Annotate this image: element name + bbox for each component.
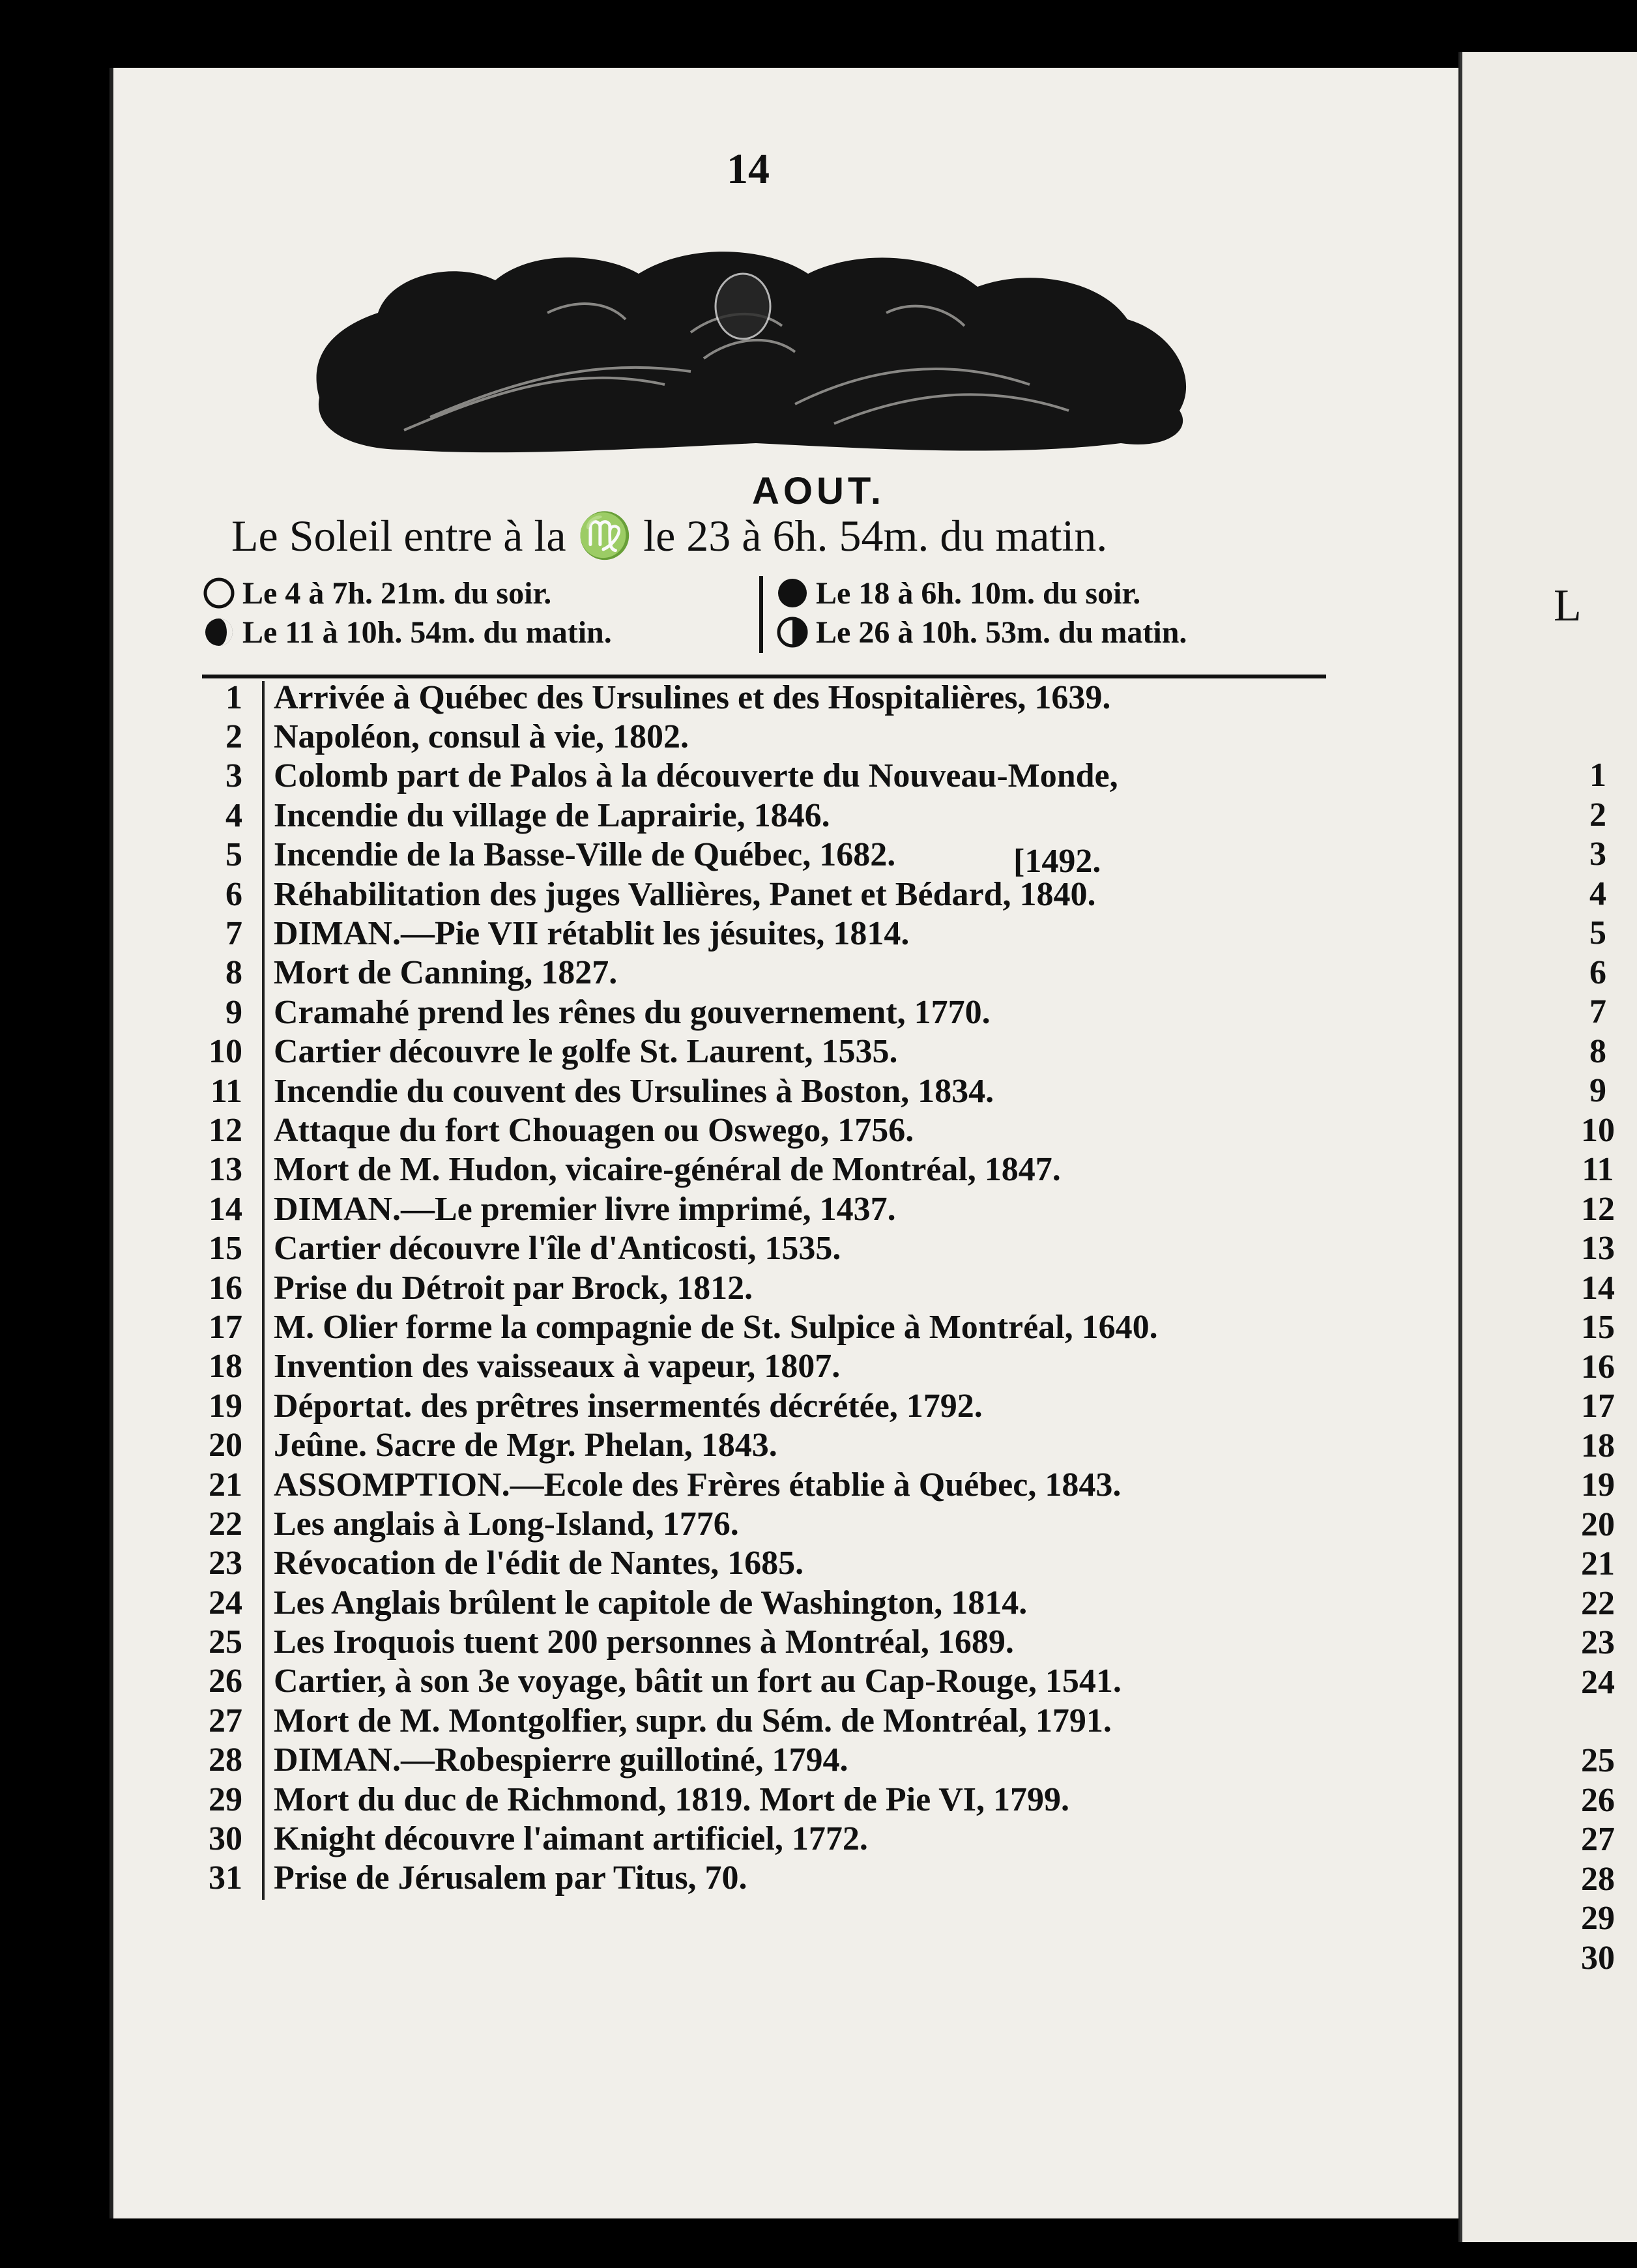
event-text: DIMAN.—Le premier livre imprimé, 1437. bbox=[274, 1190, 896, 1228]
event-day: 20 bbox=[209, 1427, 242, 1464]
event-day: 16 bbox=[209, 1269, 242, 1307]
event-row bbox=[196, 1859, 1342, 1898]
event-row bbox=[196, 914, 1342, 953]
next-page-day: 25 bbox=[1581, 1742, 1615, 1779]
next-page-day: 20 bbox=[1581, 1505, 1615, 1543]
moon-phases-block bbox=[202, 574, 1336, 658]
event-day: 13 bbox=[209, 1151, 242, 1189]
event-day: 28 bbox=[209, 1741, 242, 1779]
event-3-continuation: [1492. bbox=[1013, 843, 1101, 880]
event-row bbox=[196, 875, 1342, 914]
page-number: 14 bbox=[727, 145, 770, 193]
event-text: Les anglais à Long-Island, 1776. bbox=[274, 1505, 739, 1543]
next-page-day: 1 bbox=[1589, 757, 1606, 794]
next-page-day: 9 bbox=[1589, 1072, 1606, 1109]
next-page-day: 18 bbox=[1581, 1427, 1615, 1464]
event-text: Mort du duc de Richmond, 1819. Mort de Pie VI, 1799. bbox=[274, 1781, 1070, 1818]
event-text: Mort de M. Montgolfier, supr. du Sém. de Montréal, 1791. bbox=[274, 1702, 1112, 1739]
event-day: 25 bbox=[209, 1623, 242, 1661]
event-row bbox=[196, 1701, 1342, 1740]
event-row bbox=[196, 1741, 1342, 1780]
next-page-title-fragment: L bbox=[1554, 581, 1582, 631]
event-row bbox=[196, 953, 1342, 993]
engraved-vignette-illustration bbox=[300, 235, 1212, 469]
next-page-day: 8 bbox=[1589, 1032, 1606, 1070]
next-page-day: 2 bbox=[1589, 796, 1606, 834]
next-page-day: 29 bbox=[1581, 1900, 1615, 1937]
next-page-day: 14 bbox=[1581, 1269, 1615, 1307]
event-day: 1 bbox=[225, 678, 242, 716]
moon-phase-first-quarter bbox=[775, 613, 1336, 652]
event-text: Les Anglais brûlent le capitole de Washington, 1814. bbox=[274, 1584, 1028, 1621]
event-row bbox=[196, 1307, 1342, 1346]
event-text: Prise de Jérusalem par Titus, 70. bbox=[274, 1859, 747, 1897]
month-title: AOUT. bbox=[752, 470, 885, 512]
next-page-day: 28 bbox=[1581, 1860, 1615, 1898]
next-page-day: 19 bbox=[1581, 1466, 1615, 1504]
event-text: DIMAN.—Pie VII rétablit les jésuites, 1814. bbox=[274, 915, 910, 953]
event-day: 2 bbox=[225, 718, 242, 756]
next-page-day: 4 bbox=[1589, 875, 1606, 912]
event-day: 4 bbox=[225, 796, 242, 834]
event-row bbox=[196, 717, 1342, 756]
event-row bbox=[196, 836, 1342, 875]
event-text: Colomb part de Palos à la découverte du Nouveau-Monde, bbox=[274, 757, 1118, 795]
event-day: 26 bbox=[209, 1663, 242, 1700]
event-text: Mort de Canning, 1827. bbox=[274, 954, 618, 992]
event-day: 12 bbox=[209, 1111, 242, 1149]
event-text: Invention des vaisseaux à vapeur, 1807. bbox=[274, 1348, 841, 1386]
event-day: 30 bbox=[209, 1820, 242, 1858]
event-row bbox=[196, 678, 1342, 717]
event-day: 29 bbox=[209, 1781, 242, 1818]
event-day: 14 bbox=[209, 1190, 242, 1228]
next-page-day: 7 bbox=[1589, 993, 1606, 1030]
event-day: 6 bbox=[225, 875, 242, 913]
new-moon-icon bbox=[775, 576, 809, 610]
sun-entry-line: Le Soleil entre à la ♍ le 23 à 6h. 54m. du matin. bbox=[231, 511, 1108, 560]
event-day: 24 bbox=[209, 1584, 242, 1621]
event-row bbox=[196, 1111, 1342, 1150]
event-row bbox=[196, 1032, 1342, 1071]
event-row bbox=[196, 1071, 1342, 1111]
event-text: Incendie de la Basse-Ville de Québec, 1682. bbox=[274, 836, 896, 874]
event-text: Déportat. des prêtres insermentés décrétée, 1792. bbox=[274, 1387, 983, 1425]
next-page-day: 12 bbox=[1581, 1190, 1615, 1228]
next-page-day: 13 bbox=[1581, 1230, 1615, 1267]
event-day: 27 bbox=[209, 1702, 242, 1739]
event-text: Knight découvre l'aimant artificiel, 1772. bbox=[274, 1820, 868, 1858]
event-day: 21 bbox=[209, 1466, 242, 1504]
event-text: Cartier découvre l'île d'Anticosti, 1535. bbox=[274, 1230, 841, 1268]
full-moon-icon bbox=[202, 576, 236, 610]
event-row bbox=[196, 1228, 1342, 1268]
event-row bbox=[196, 1465, 1342, 1504]
event-row bbox=[196, 1780, 1342, 1819]
event-row bbox=[196, 993, 1342, 1032]
event-day: 3 bbox=[225, 757, 242, 795]
event-text: Prise du Détroit par Brock, 1812. bbox=[274, 1269, 753, 1307]
event-text: Mort de M. Hudon, vicaire-général de Montréal, 1847. bbox=[274, 1151, 1061, 1189]
event-text: Napoléon, consul à vie, 1802. bbox=[274, 718, 689, 756]
moon-phase-last-quarter bbox=[202, 613, 762, 652]
event-day: 17 bbox=[209, 1308, 242, 1346]
event-text: Cramahé prend les rênes du gouvernement, 1770. bbox=[274, 993, 991, 1031]
event-row bbox=[196, 1622, 1342, 1661]
event-day: 15 bbox=[209, 1230, 242, 1268]
event-row bbox=[196, 1150, 1342, 1189]
next-page-day: 17 bbox=[1581, 1388, 1615, 1425]
event-day: 9 bbox=[225, 993, 242, 1031]
event-text: M. Olier forme la compagnie de St. Sulpice à Montréal, 1640. bbox=[274, 1308, 1158, 1346]
event-row bbox=[196, 1583, 1342, 1622]
next-page-day: 6 bbox=[1589, 953, 1606, 991]
moon-phase-new bbox=[775, 574, 1336, 613]
event-row bbox=[196, 1504, 1342, 1543]
moon-phase-text: Le 11 à 10h. 54m. du matin. bbox=[242, 615, 612, 650]
event-text: Incendie du couvent des Ursulines à Boston, 1834. bbox=[274, 1072, 994, 1110]
next-page-edge bbox=[1460, 52, 1637, 2242]
event-day: 7 bbox=[225, 915, 242, 953]
event-day: 11 bbox=[210, 1072, 242, 1110]
next-page-day: 11 bbox=[1582, 1151, 1614, 1188]
event-text: Les Iroquois tuent 200 personnes à Montréal, 1689. bbox=[274, 1623, 1014, 1661]
event-text: Attaque du fort Chouagen ou Oswego, 1756. bbox=[274, 1111, 914, 1149]
moon-phase-full bbox=[202, 574, 762, 613]
next-page-day: 3 bbox=[1589, 836, 1606, 873]
event-day: 5 bbox=[225, 836, 242, 874]
next-page-day: 21 bbox=[1581, 1545, 1615, 1582]
moon-phase-text: Le 4 à 7h. 21m. du soir. bbox=[242, 575, 552, 611]
event-row bbox=[196, 1662, 1342, 1701]
event-row bbox=[196, 1425, 1342, 1464]
next-page-day: 16 bbox=[1581, 1348, 1615, 1386]
event-text: Arrivée à Québec des Ursulines et des Hospitalières, 1639. bbox=[274, 678, 1111, 716]
event-day: 22 bbox=[209, 1505, 242, 1543]
next-page-day: 15 bbox=[1581, 1309, 1615, 1346]
event-text: Incendie du village de Laprairie, 1846. bbox=[274, 796, 830, 834]
first-quarter-icon bbox=[775, 615, 809, 649]
moon-phase-text: Le 26 à 10h. 53m. du matin. bbox=[816, 615, 1187, 650]
event-row bbox=[196, 757, 1342, 796]
event-text: DIMAN.—Robespierre guillotiné, 1794. bbox=[274, 1741, 848, 1779]
next-page-day: 27 bbox=[1581, 1821, 1615, 1858]
event-row bbox=[196, 1347, 1342, 1386]
event-row bbox=[196, 1189, 1342, 1228]
event-text: Cartier, à son 3e voyage, bâtit un fort au Cap-Rouge, 1541. bbox=[274, 1663, 1122, 1700]
event-row bbox=[196, 1268, 1342, 1307]
event-day: 19 bbox=[209, 1387, 242, 1425]
next-page-day: 26 bbox=[1581, 1781, 1615, 1819]
event-text: Réhabilitation des juges Vallières, Panet et Bédard, 1840. bbox=[274, 875, 1096, 913]
moon-phase-text: Le 18 à 6h. 10m. du soir. bbox=[816, 575, 1141, 611]
event-text: ASSOMPTION.—Ecole des Frères établie à Québec, 1843. bbox=[274, 1466, 1122, 1504]
event-day: 10 bbox=[209, 1033, 242, 1071]
next-page-day-column bbox=[1565, 756, 1630, 1978]
event-day: 31 bbox=[209, 1859, 242, 1897]
next-page-day: 24 bbox=[1581, 1663, 1615, 1701]
next-page-day: 30 bbox=[1581, 1939, 1615, 1977]
last-quarter-icon bbox=[202, 615, 236, 649]
next-page-day: 10 bbox=[1581, 1111, 1615, 1149]
event-row bbox=[196, 1386, 1342, 1425]
next-page-day: 5 bbox=[1589, 914, 1606, 952]
event-text: Révocation de l'édit de Nantes, 1685. bbox=[274, 1545, 804, 1582]
event-row bbox=[196, 796, 1342, 835]
event-row bbox=[196, 1544, 1342, 1583]
event-text: Jeûne. Sacre de Mgr. Phelan, 1843. bbox=[274, 1427, 777, 1464]
event-text: Cartier découvre le golfe St. Laurent, 1535. bbox=[274, 1033, 898, 1071]
events-list bbox=[196, 678, 1342, 1898]
event-day: 23 bbox=[209, 1545, 242, 1582]
event-day: 8 bbox=[225, 954, 242, 992]
moon-phase-divider bbox=[759, 576, 763, 653]
next-page-day: 22 bbox=[1581, 1584, 1615, 1622]
event-day: 18 bbox=[209, 1348, 242, 1386]
next-page-day: 23 bbox=[1581, 1624, 1615, 1661]
event-row bbox=[196, 1819, 1342, 1858]
